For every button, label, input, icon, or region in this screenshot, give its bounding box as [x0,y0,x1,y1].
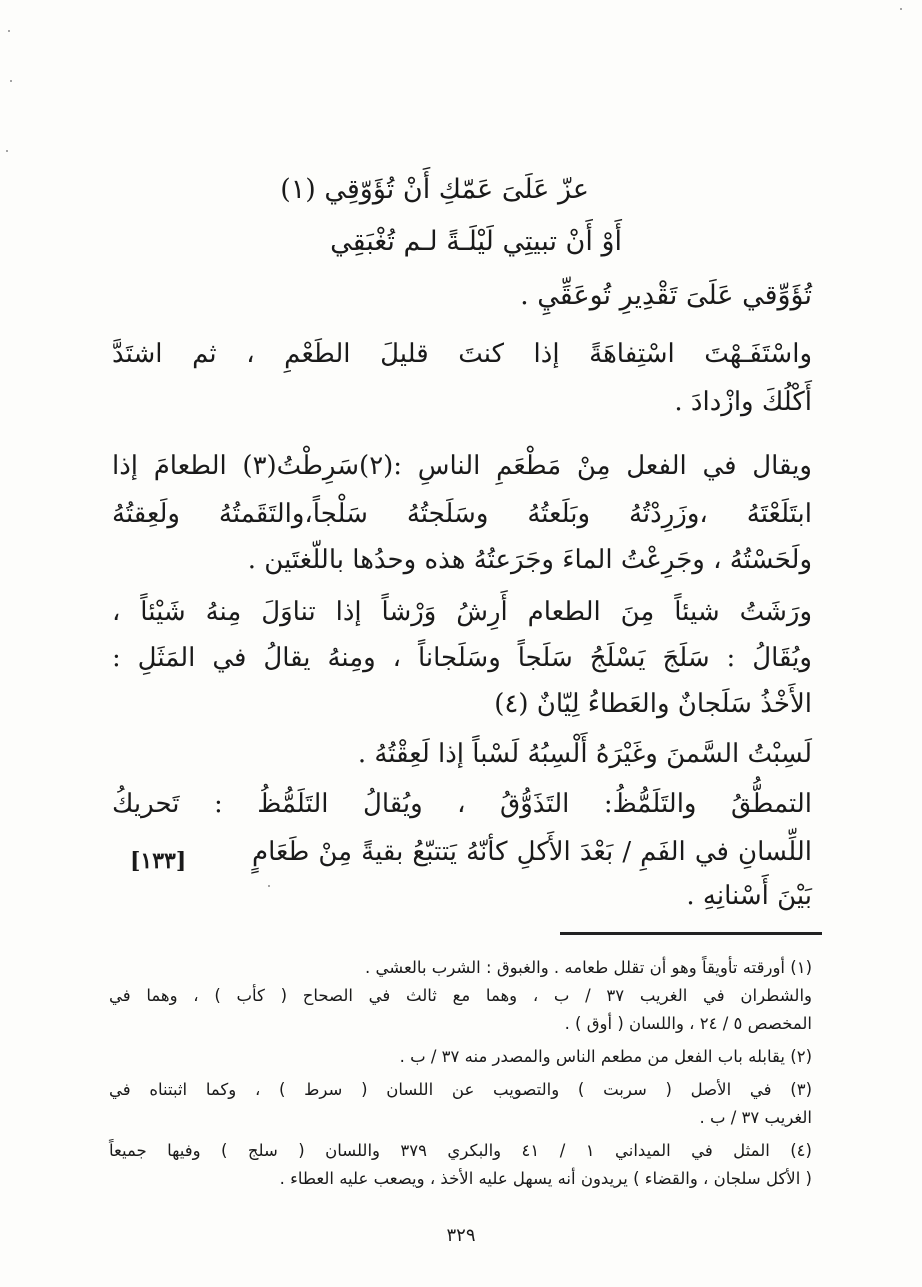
footnote-3-line-1: (٣) في الأصل ( سربت ) والتصويب عن اللسان ( سرط ) ، وكما اثبتناه في [109,1080,812,1099]
paragraph-4-line-1: لَسِبْتُ السَّمنَ وغَيْرَهُ أَلْسِبُهُ لَسْباً إذا لَعِقْتُهُ . [357,739,812,769]
paragraph-3-line-3: الأَخْذُ سَلَجانٌ والعَطاءُ لِيّانٌ (٤) [494,689,812,719]
scan-speck [6,150,8,152]
paragraph-5-line-1: التمطُّقُ والتَلَمُّظُ: التَذَوُّقُ ، ويُقالُ التَلَمُّظُ : تَحريكُ [112,789,812,819]
paragraph-2-line-1: ويقال في الفعل مِنْ مَطْعَمِ الناسِ :(٢)سَرِطْتُ(٣) الطعامَ إذا [112,451,812,481]
paragraph-2-line-2: ابتَلَعْتَهُ ،وزَرِدْتُهُ وبَلَعتُهُ وسَلَجتُهُ سَلْجاً،والتَقَمتُهُ ولَعِقتُهُ [112,499,812,529]
poem-line-1: عزّ عَلَىَ عَمّكِ أَنْ تُؤَوّقِي (١) [280,174,589,205]
scan-speck [10,80,12,82]
poem-line-3: تُؤَوِّقي عَلَىَ تَقْدِيرِ تُوعَقِّيِ . [520,280,812,311]
footnote-1-line-1: (١) أورقته تأويقاً وهو أن تقلل طعامه . والغبوق : الشرب بالعشي . [364,958,812,977]
paragraph-5-line-3: بَيْنَ أَسْنانِهِ . [686,881,812,911]
manuscript-folio-marker: [١٣٣] [130,848,187,874]
footnote-4-line-1: (٤) المثل في الميداني ١ / ٤١ والبكري ٣٧٩ واللسان ( سلج ) وفيها جميعاً [109,1141,812,1160]
page-number: ٣٢٩ [446,1225,476,1246]
footnote-1-line-2: والشطران في الغريب ٣٧ / ب ، وهما مع ثالث في الصحاح ( كأب ) ، وهما في [109,986,813,1005]
paragraph-3-line-2: ويُقَالُ : سَلَجَ يَسْلَجُ سَلَجاً وسَلَجاناً ، ومِنهُ يقالُ في المَثَلِ : [112,643,812,673]
paragraph-5-line-2: اللِّسانِ في الفَمِ / بَعْدَ الأَكلِ كأنّهُ يَتتبّعُ بقيةً مِنْ طَعَامٍ [252,837,812,867]
paragraph-2-line-3: ولَحَسْتُهُ ، وجَرِعْتُ الماءَ وجَرَعتُهُ هذه وحدُها باللّغتَين . [247,545,812,575]
scan-speck [8,30,10,32]
footnote-4-line-2: ( الأكل سلجان ، والقضاء ) يريدون أنه يسهل عليه الأخذ ، ويصعب عليه العطاء . [279,1169,812,1188]
paragraph-1-line-1: واسْتَفَـهْتَ اسْتِفاهَةً إذا كنتَ قليلَ الطَعْمِ ، ثم اشتَدَّ [112,339,812,369]
footnote-1-line-3: المخصص ٥ / ٢٤ ، واللسان ( أوق ) . [564,1014,812,1033]
scan-speck [900,8,902,10]
footnote-2-line-1: (٢) يقابله باب الفعل من مطعم الناس والمصدر منه ٣٧ / ب . [399,1047,812,1066]
footnote-3-line-2: الغريب ٣٧ / ب . [699,1108,812,1127]
scan-speck [268,885,270,887]
paragraph-3-line-1: ورَشَتُ شيئاً مِنَ الطعام أَرِشُ وَرْشاً إذا تناوَلَ مِنهُ شَيْئاً ، [112,597,812,627]
footnote-separator [560,932,822,935]
poem-line-2: أَوْ أَنْ تبيتِي لَيْلَـةً لـم تُغْبَقِي [330,226,622,257]
paragraph-1-line-2: أَكْلُكَ وازْدادَ . [674,387,812,417]
